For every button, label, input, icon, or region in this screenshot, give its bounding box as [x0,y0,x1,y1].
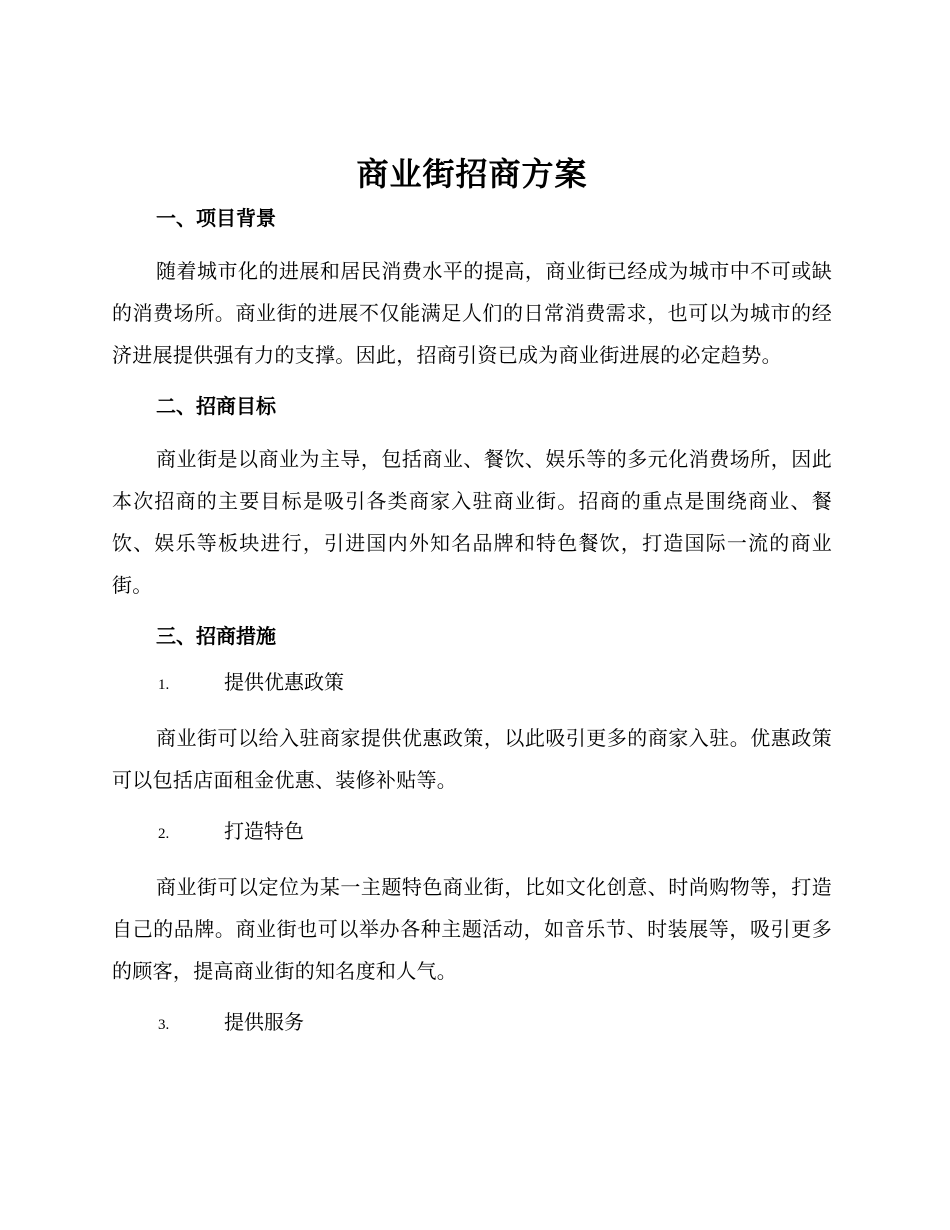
measure-number: 2. [158,826,170,842]
measure-paragraph-1: 商业街可以给入驻商家提供优惠政策，以此吸引更多的商家入驻。优惠政策可以包括店面租金优惠、装修补贴等。 [112,726,832,792]
document-title: 商业街招商方案 [356,155,588,193]
document-page [112,150,832,1057]
measure-item-2 [112,817,832,848]
section-paragraph-background: 随着城市化的进展和居民消费水平的提高，商业街已经成为城市中不可或缺的消费场所。商业街的进展不仅能满足人们的日常消费需求，也可以为城市的经济进展提供强有力的支撑。因此，招商引资已成为商业街进展的必定趋势。 [112,259,832,367]
section-heading-goals: 二、招商目标 [156,394,276,418]
measure-item-1 [112,668,832,699]
measure-label: 提供优惠政策 [224,670,344,694]
section-heading-background: 一、项目背景 [156,206,276,230]
measure-item-3 [112,1008,832,1039]
measure-paragraph-2: 商业街可以定位为某一主题特色商业街，比如文化创意、时尚购物等，打造自己的品牌。商业街也可以举办各种主题活动，如音乐节、时装展等，吸引更多的顾客，提高商业街的知名度和人气。 [112,875,832,983]
measure-number: 3. [158,1017,170,1033]
section-paragraph-goals: 商业街是以商业为主导，包括商业、餐饮、娱乐等的多元化消费场所，因此本次招商的主要目标是吸引各类商家入驻商业街。招商的重点是围绕商业、餐饮、娱乐等板块进行，引进国内外知名品牌和特色餐饮，打造国际一流的商业街。 [112,447,832,597]
measure-label: 提供服务 [224,1010,304,1034]
measure-number: 1. [158,677,170,693]
section-heading-measures: 三、招商措施 [156,624,276,648]
measure-label: 打造特色 [224,819,304,843]
